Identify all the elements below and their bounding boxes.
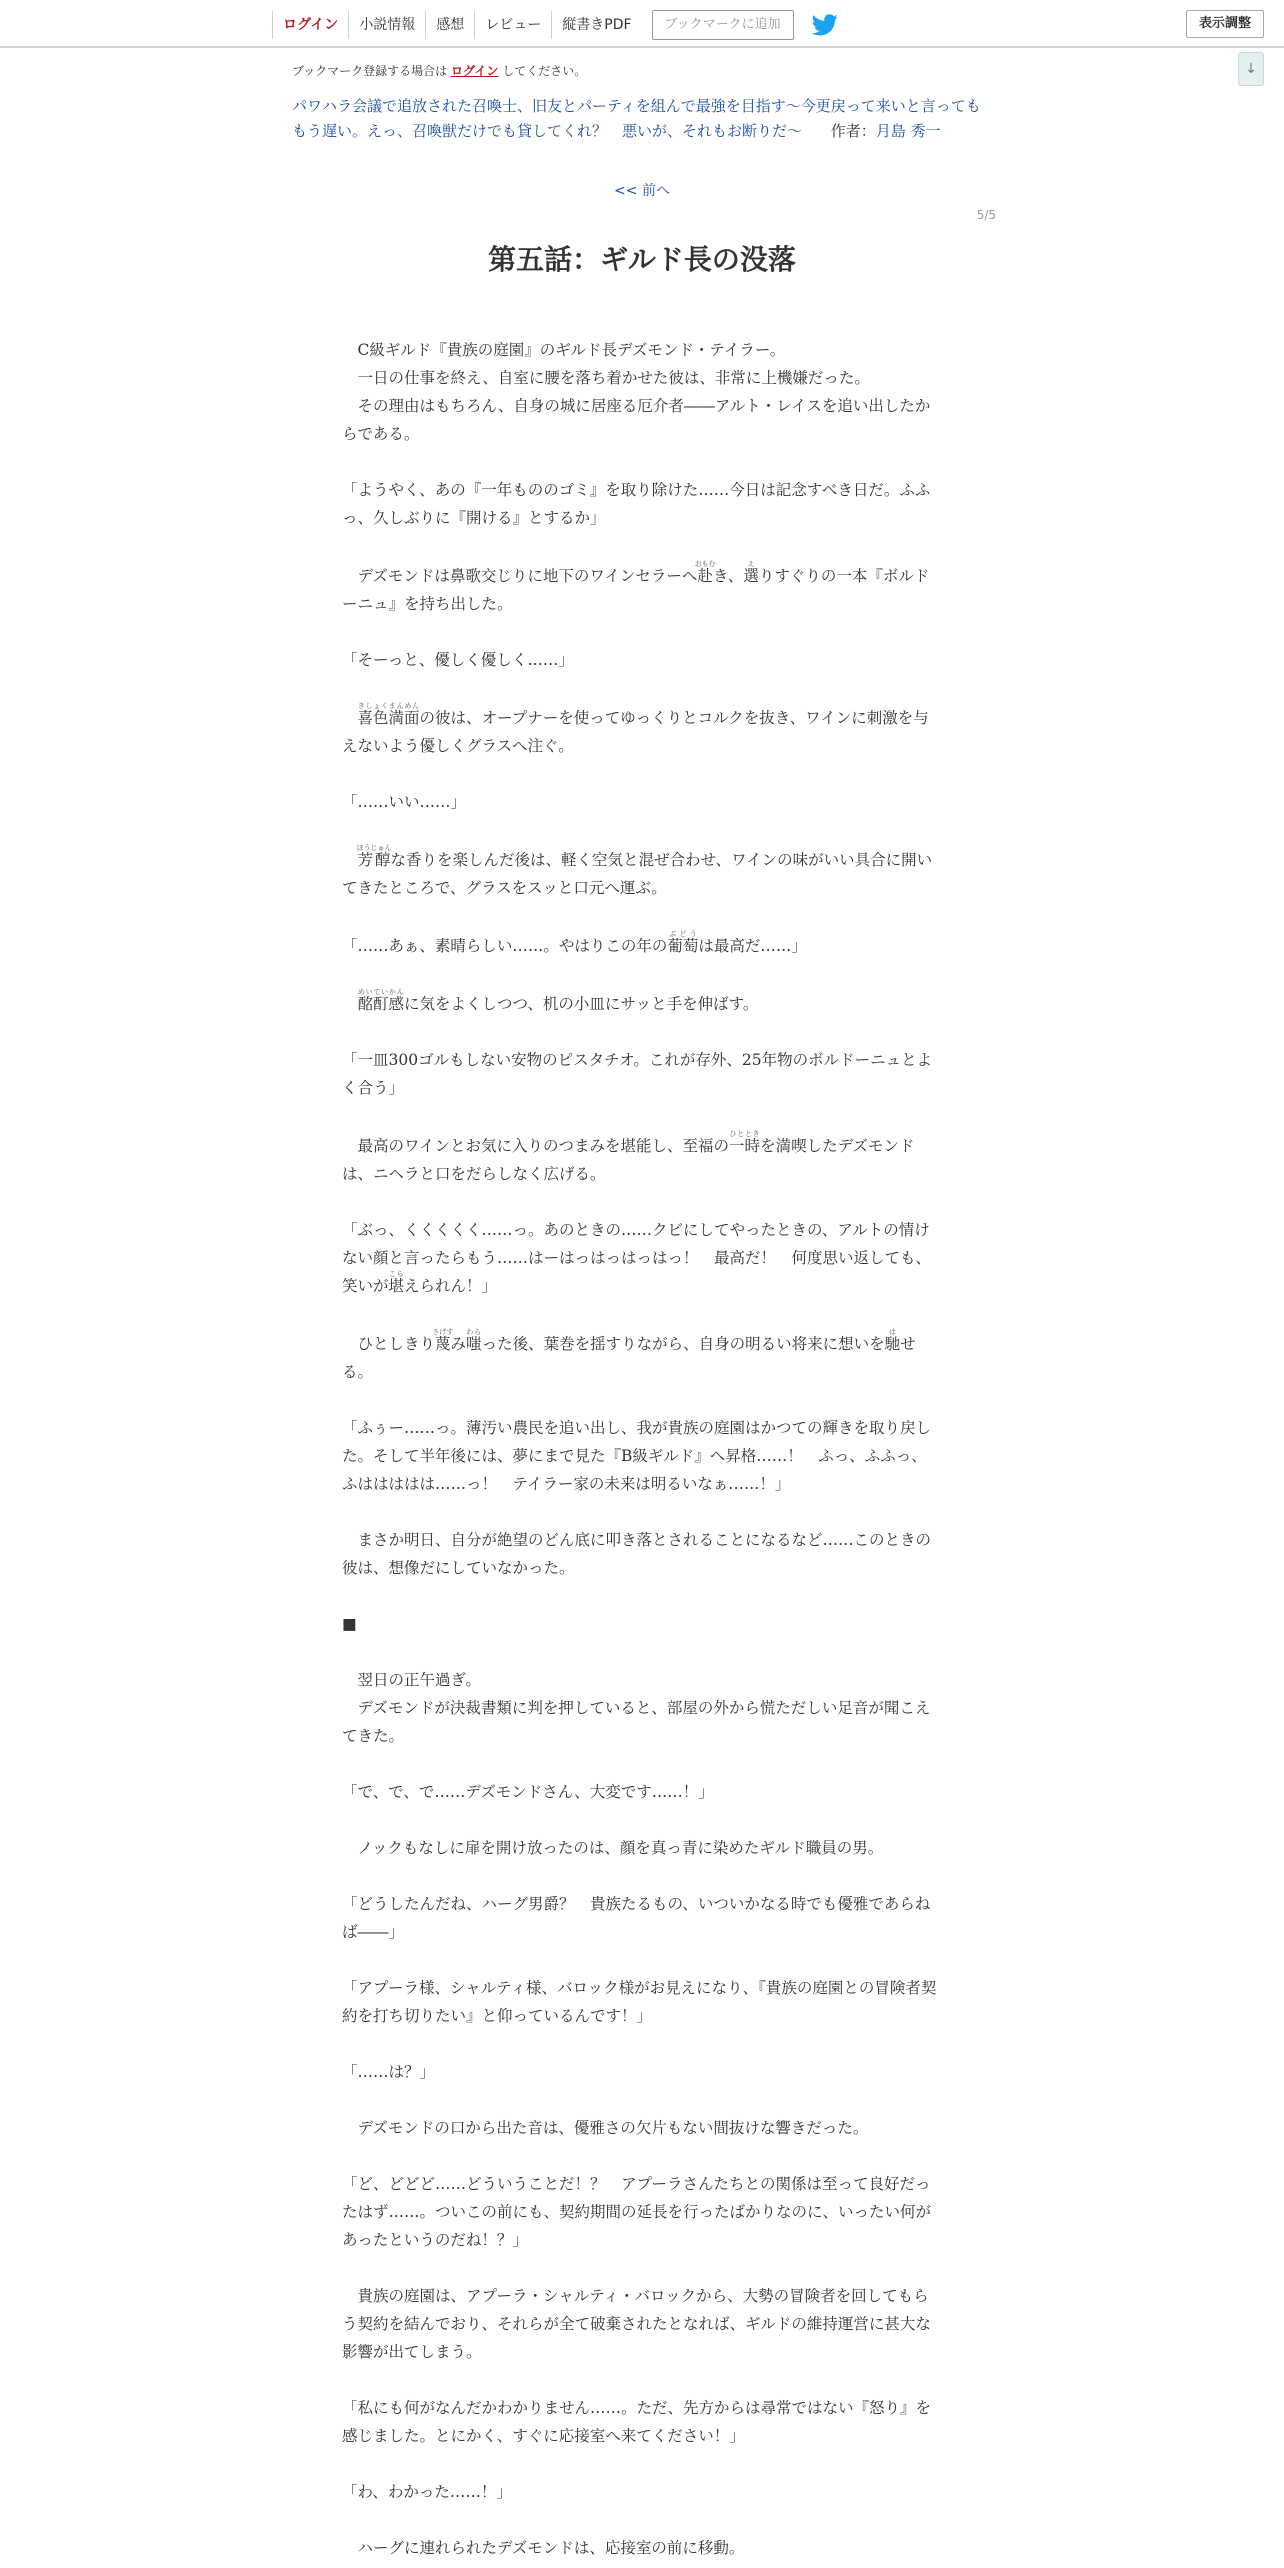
paragraph: 「そーっと、優しく優しく……」 [342,651,574,669]
paragraph: C級ギルド『貴族の庭園』のギルド長デズモンド・テイラー。 [342,341,786,359]
paragraph: デズモンドは鼻歌交じりに地下のワインセラーへ赴おもむき、選えりすぐりの一本『ボルドーニュ』を持ち出した。 [342,560,930,613]
twitter-share-button[interactable] [812,14,838,36]
paragraph: 芳醇ほうじゅんな香りを楽しんだ後は、軽く空気と混ぜ合わせ、ワインの味がいい具合に開いてきたところで、グラスをスッと口元へ運ぶ。 [342,844,933,897]
author-link[interactable]: 月島 秀一 [875,122,941,140]
ruby-text: 一時ひととき [729,1130,761,1155]
ruby-text: 酩酊感めいていかん [357,988,405,1013]
paragraph: 「わ、わかった……！」 [342,2483,512,2501]
section-separator: ■ [342,1615,357,1633]
ruby-text: 選え [743,560,759,585]
login-notice [292,62,586,79]
series-header [292,94,992,144]
novel-body [342,336,942,2562]
paragraph: 「で、で、で……デズモンドさん、大変です……！」 [342,1783,714,1801]
paragraph: 「ぶっ、くくくくく……っ。あのときの……クビにしてやったときの、アルトの情けない顔と言ったらもう……はーはっはっはっはっ！ 最高だ！ 何度思い返しても、笑いが堪こらえられん！」 [342,1221,932,1295]
episode-counter: 5/5 [976,208,996,222]
ruby-text: 葡萄ぶどう [667,930,699,955]
ruby-text: 赴おもむ [694,560,716,585]
paragraph: 「ようやく、あの『一年もののゴミ』を取り除けた……今日は記念すべき日だ。ふふっ、久しぶりに『開ける』とするか」 [342,481,931,527]
series-title-link[interactable]: パワハラ会議で追放された召喚士、旧友とパーティを組んで最強を目指す～今更戻って来いと言ってももう遅い。えっ、召喚獣だけでも貸してくれ？ 悪いが、それもお断りだ～ [292,97,981,140]
add-bookmark-button[interactable]: ブックマークに追加 [652,10,794,40]
paragraph: 「アプーラ様、シャルティ様、バロック様がお見えになり、『貴族の庭園との冒険者契約を打ち切りたい』と仰っているんです！」 [342,1979,937,2025]
ruby-text: 堪こら [388,1270,405,1295]
nav-novel-info[interactable]: 小説情報 [348,11,425,39]
paragraph: 「ふぅー……っ。薄汚い農民を追い出し、我が貴族の庭園はかつての輝きを取り戻した。そして半年後には、夢にまで見た『B級ギルド』へ昇格……！ ふっ、ふふっ、ふははははは……っ！ テイラー家の未来は明るいなぁ……！」 [342,1419,932,1493]
ruby-text: 馳は [884,1328,901,1353]
header-nav [272,10,838,40]
nav-review[interactable]: レビュー [474,11,551,39]
paragraph: 貴族の庭園は、アプーラ・シャルティ・バロックから、大勢の冒険者を回してもらう契約を結んでおり、それらが全て破棄されたとなれば、ギルドの維持運営に甚大な影響が出てしまう。 [342,2287,931,2361]
paragraph: 「……は？」 [342,2063,436,2081]
paragraph: 酩酊感めいていかんに気をよくしつつ、机の小皿にサッと手を伸ばす。 [357,988,759,1013]
paragraph: ハーグに連れられたデズモンドは、応接室の前に移動。 [342,2539,745,2557]
ruby-text: 嗤わら [466,1328,482,1353]
nav-vertical-pdf[interactable]: 縦書きPDF [551,11,641,39]
notice-suffix: してください。 [502,64,587,78]
nav-impressions[interactable]: 感想 [425,11,474,39]
scroll-down-button[interactable]: ↓ [1238,52,1264,86]
author-label: 作者： [830,122,876,140]
paragraph: 翌日の正午過ぎ。 [342,1671,481,1689]
paragraph: デズモンドの口から出た音は、優雅さの欠片もない間抜けな響きだった。 [342,2119,869,2137]
paragraph: 「一皿300ゴルもしない安物のピスタチオ。これが存外、25年物のボルドーニュとよく合う」 [342,1051,933,1097]
paragraph: ノックもなしに扉を開け放ったのは、顔を真っ青に染めたギルド職員の男。 [342,1839,884,1857]
twitter-bird-icon [812,14,838,36]
paragraph: 一日の仕事を終え、自室に腰を落ち着かせた彼は、非常に上機嫌だった。 [342,369,870,387]
paragraph: まさか明日、自分が絶望のどん底に叩き落とされることになるなど……このときの彼は、想像だにしていなかった。 [342,1531,932,1577]
notice-login-link[interactable]: ログイン [451,64,499,78]
paragraph: 「……あぁ、素晴らしい……。やはりこの年の葡萄ぶどうは最高だ……」 [342,930,807,955]
paragraph: 最高のワインとお気に入りのつまみを堪能し、至福の一時ひとときを満喫したデズモンドは、ニヘラと口をだらしなく広げる。 [342,1130,915,1183]
paragraph: ひとしきり蔑さげすみ嗤わらった後、葉巻を揺すりながら、自身の明るい将来に想いを馳はせる。 [342,1328,916,1381]
paragraph: 「ど、どどど……どういうことだ！？ アプーラさんたちとの関係は至って良好だったはず……。ついこの前にも、契約期間の延長を行ったばかりなのに、いったい何があったというのだね！？」 [342,2175,932,2249]
ruby-text: 芳醇ほうじゅん [356,844,392,869]
paragraph: 「私にも何がなんだかわかりません……。ただ、先方からは尋常ではない『怒り』を感じました。とにかく、すぐに応接室へ来てください！」 [342,2399,932,2445]
site-header [0,0,1284,48]
nav-login[interactable]: ログイン [272,11,348,39]
paragraph: 喜色満面きしょくまんめんの彼は、オープナーを使ってゆっくりとコルクを抜き、ワインに刺激を与えないよう優しくグラスへ注ぐ。 [342,702,929,755]
ruby-text: 喜色満面きしょくまんめん [357,702,420,727]
paragraph: 「どうしたんだね、ハーグ男爵？ 貴族たるもの、いついかなる時でも優雅であらねば――」 [342,1895,931,1941]
paragraph: その理由はもちろん、自身の城に居座る厄介者――アルト・レイスを追い出したからである。 [342,397,931,443]
paragraph: デズモンドが決裁書類に判を押していると、部屋の外から慌ただしい足音が聞こえてきた。 [342,1699,931,1745]
notice-prefix: ブックマーク登録する場合は [292,64,448,78]
paragraph: 「……いい……」 [342,793,467,811]
chapter-title: 第五話：ギルド長の没落 [488,243,796,276]
display-settings-button[interactable]: 表示調整 [1186,10,1264,38]
ruby-text: 蔑さげす [432,1328,454,1353]
prev-episode-link[interactable]: << 前へ [614,183,670,199]
